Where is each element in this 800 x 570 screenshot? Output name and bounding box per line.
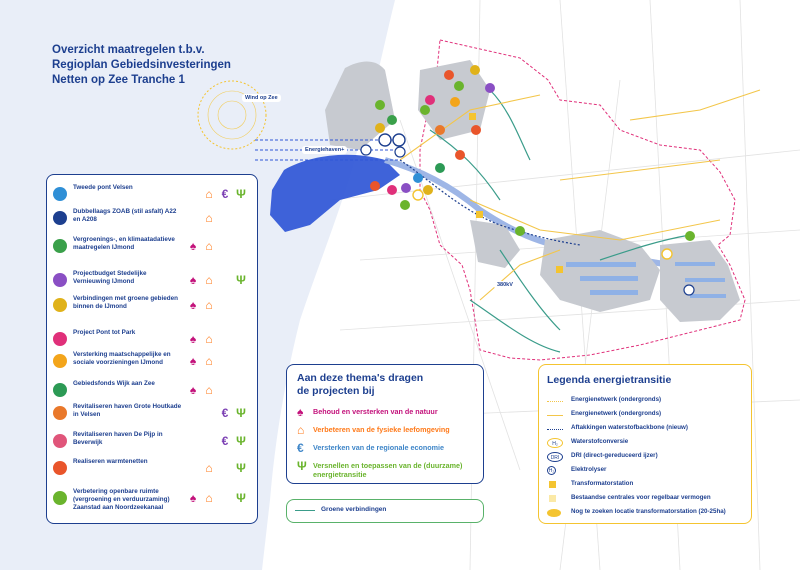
legend-label: Nog te zoeken locatie transformatorstation (20-25ha) <box>571 508 726 515</box>
tree-icon: ♠ <box>189 273 197 287</box>
project-item <box>53 431 253 455</box>
project-item <box>53 380 253 404</box>
tree-icon: ♠ <box>189 298 197 312</box>
project-item <box>53 403 253 427</box>
page-title <box>52 43 231 88</box>
title-line-2: Regioplan Gebiedsinvesteringen <box>52 59 231 71</box>
themes-panel <box>286 364 484 484</box>
theme-symbol-icon: ⌂ <box>297 423 305 437</box>
wind-turbine-icon: Ψ <box>236 491 246 505</box>
house-icon: ⌂ <box>205 239 213 253</box>
heat-icon <box>53 461 67 475</box>
house-icon: ⌂ <box>205 383 213 397</box>
magnifier-icon <box>53 273 67 287</box>
legend-label: Waterstofconversie <box>571 438 629 445</box>
people-icon <box>53 354 67 368</box>
circle-yellow-icon: H₂ <box>547 438 563 448</box>
theme-symbol-icon: € <box>297 441 304 455</box>
circle-small-icon: H₂ <box>548 468 555 474</box>
house-icon: ⌂ <box>205 298 213 312</box>
legend-label: Energienetwerk (ondergronds) <box>571 410 662 417</box>
project-label: Verbetering openbare ruimte (vergroening en verduurzaming) Zaanstad aan Noordzeekanaal <box>73 488 170 511</box>
project-label: Gebiedsfonds Wijk aan Zee <box>73 380 155 387</box>
map-project-markers <box>370 65 695 241</box>
green-connections-label: Groene verbindingen <box>321 506 387 513</box>
project-item <box>53 351 253 375</box>
theme-text: Verbeteren van de fysieke leefomgeving <box>313 425 450 434</box>
legend-label: Bestaandse centrales voor regelbaar vermogen <box>571 494 711 501</box>
dotted-blue-icon <box>547 429 563 430</box>
green-connections-panel <box>286 499 484 523</box>
wind-turbine-icon: Ψ <box>236 273 246 287</box>
green-line-icon <box>295 510 315 511</box>
house-icon: ⌂ <box>205 273 213 287</box>
project-label: Vergroenings-, en klimaatadatieve maatregelen IJmond <box>73 236 175 251</box>
themes-title-line-2: de projecten bij <box>297 385 375 397</box>
project-label: Dubbellaags ZOAB (stil asfalt) A22 en A208 <box>73 208 177 223</box>
legend-label: Transformatorstation <box>571 480 634 487</box>
theme-text: Behoud en versterken van de natuur <box>313 407 438 416</box>
solid-yellow-icon <box>547 415 563 416</box>
wind-turbine-icon: Ψ <box>236 434 246 448</box>
energiehaven-label: Energiehaven+ <box>302 146 347 154</box>
blob-yellow-icon <box>547 509 561 517</box>
project-label: Realiseren warmtenetten <box>73 458 148 465</box>
project-item <box>53 329 253 353</box>
legend-label: Elektrolyser <box>571 466 607 473</box>
euro-icon: € <box>221 434 229 448</box>
wind-turbine-icon: Ψ <box>236 406 246 420</box>
theme-symbol-icon: Ψ <box>297 459 307 473</box>
project-label: Tweede pont Velsen <box>73 184 133 191</box>
project-label: Revitaliseren haven Grote Houtkade in Velsen <box>73 403 182 418</box>
house-icon: ⌂ <box>205 354 213 368</box>
project-label: Projectbudget Stedelijke Vernieuwing IJmond <box>73 270 147 285</box>
euro-icon: € <box>221 406 229 420</box>
tree-icon: ♠ <box>189 239 197 253</box>
circle-blue-icon: DRI <box>547 452 563 462</box>
legend-item <box>547 395 747 407</box>
kv380-label: 380kV <box>494 281 516 289</box>
euro-coin-icon <box>53 383 67 397</box>
ferry-icon <box>53 187 67 201</box>
house-icon: ⌂ <box>205 491 213 505</box>
house-icon: ⌂ <box>205 187 213 201</box>
house-icon: ⌂ <box>205 461 213 475</box>
wind-turbine-icon: Ψ <box>236 461 246 475</box>
house-icon: ⌂ <box>205 332 213 346</box>
dotted-yellow-icon <box>547 401 563 402</box>
square-yellow-icon <box>549 481 556 488</box>
title-line-1: Overzicht maatregelen t.b.v. <box>52 44 205 56</box>
tree-icon: ♠ <box>189 491 197 505</box>
project-label: Revitaliseren haven De Pijp in Beverwijk <box>73 431 163 446</box>
legend-label: Energienetwerk (ondergronds) <box>571 396 662 403</box>
legend-item <box>547 507 747 519</box>
tree-icon: ♠ <box>189 354 197 368</box>
themes-title <box>297 372 423 398</box>
wind-op-zee-label: Wind op Zee <box>242 94 281 102</box>
legend-item <box>547 437 747 449</box>
wind-turbine-icon: Ψ <box>236 187 246 201</box>
project-label: Project Pont tot Park <box>73 329 136 336</box>
legend-item <box>547 423 747 435</box>
legend-item <box>547 479 747 491</box>
project-item <box>53 184 253 208</box>
legend-item <box>547 465 747 477</box>
project-item <box>53 208 253 232</box>
project-label: Versterking maatschappelijke en sociale voorzieningen IJmond <box>73 351 171 366</box>
legend-label: DRI (direct-gereduceerd ijzer) <box>571 452 658 459</box>
park-icon <box>53 332 67 346</box>
project-label: Verbindingen met groene gebieden binnen de IJmond <box>73 295 178 310</box>
tree-icon: ♠ <box>189 332 197 346</box>
harbor-icon <box>53 406 67 420</box>
legend-label: Aftakkingen waterstofbackbone (nieuw) <box>571 424 688 431</box>
theme-text: Versnellen en toepassen van de (duurzame) energietransitie <box>313 461 463 479</box>
euro-icon: € <box>221 187 229 201</box>
house-icon: ⌂ <box>205 211 213 225</box>
project-item <box>53 270 253 294</box>
leaf-icon <box>53 239 67 253</box>
project-item <box>53 295 253 319</box>
harbor-icon <box>53 434 67 448</box>
legend-item <box>547 451 747 463</box>
legend-title: Legenda energietransitie <box>547 374 672 386</box>
project-item <box>53 458 253 482</box>
road-icon <box>53 211 67 225</box>
path-icon <box>53 298 67 312</box>
project-item <box>53 488 253 512</box>
energy-legend-panel <box>538 364 752 524</box>
legend-item <box>547 409 747 421</box>
tree-icon: ♠ <box>189 383 197 397</box>
project-item <box>53 236 253 260</box>
themes-title-line-1: Aan deze thema's dragen <box>297 372 424 384</box>
square-pale-icon <box>549 495 556 502</box>
public-space-icon <box>53 491 67 505</box>
title-line-3: Netten op Zee Tranche 1 <box>52 74 185 86</box>
theme-symbol-icon: ♠ <box>297 405 304 419</box>
legend-item <box>547 493 747 505</box>
theme-text: Versterken van de regionale economie <box>313 443 445 452</box>
project-list-panel <box>46 174 258 524</box>
